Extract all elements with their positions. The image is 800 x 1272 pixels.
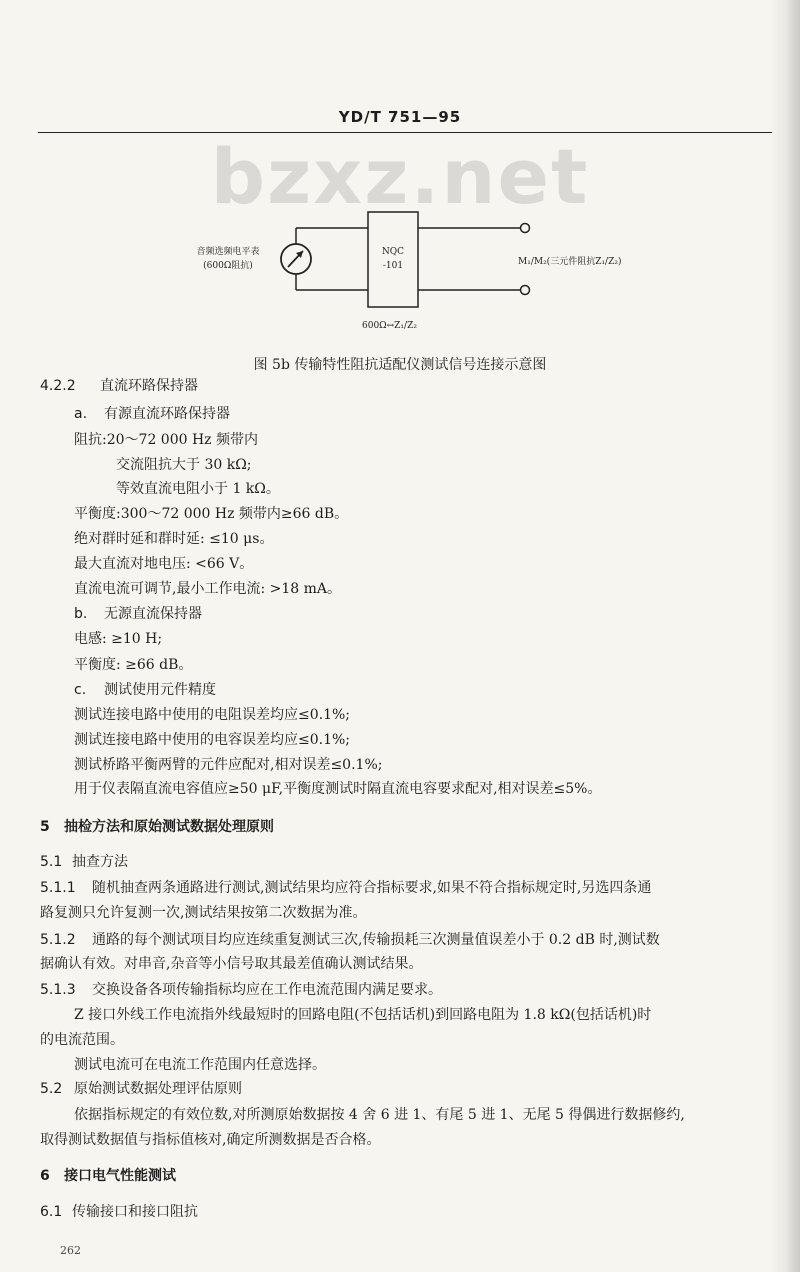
body-line: 阻抗:20～72 000 Hz 频带内 bbox=[74, 432, 259, 448]
body-line: 原始测试数据处理评估原则 bbox=[74, 1081, 242, 1097]
body-line: 测试电流可在电流工作范围内任意选择。 bbox=[74, 1057, 326, 1073]
body-line: 取得测试数据值与指标值核对,确定所测数据是否合格。 bbox=[40, 1132, 381, 1148]
section-number: 5 bbox=[40, 819, 50, 835]
body-line: 测试连接电路中使用的电容误差均应≤0.1%; bbox=[74, 732, 351, 748]
section-number: 5.1.1 bbox=[40, 880, 76, 896]
page-number: 262 bbox=[60, 1244, 81, 1257]
section-number: c. bbox=[74, 682, 87, 698]
bottom-label: 600Ω↔Z₁/Z₂ bbox=[362, 321, 417, 331]
body-line: 路复测只允许复测一次,测试结果按第二次数据为准。 bbox=[40, 905, 367, 921]
section-number: 4.2.2 bbox=[40, 378, 76, 394]
terminal-top bbox=[521, 224, 530, 233]
section-number: 6.1 bbox=[40, 1204, 63, 1220]
section-number: 6 bbox=[40, 1168, 50, 1184]
terminal-bottom bbox=[521, 286, 530, 295]
section-number: 5.1 bbox=[40, 854, 63, 870]
body-line: 无源直流保持器 bbox=[104, 606, 202, 622]
body-line: 最大直流对地电压: <66 V。 bbox=[74, 556, 254, 572]
body-line: 测试连接电路中使用的电阻误差均应≤0.1%; bbox=[74, 707, 351, 723]
body-line: 用于仪表隔直流电容值应≥50 μF,平衡度测试时隔直流电容要求配对,相对误差≤5%。 bbox=[74, 781, 602, 797]
page-header: YD/T 751—95 bbox=[338, 108, 462, 126]
body-line: 的电流范围。 bbox=[40, 1032, 124, 1048]
body-line: 交流阻抗大于 30 kΩ; bbox=[116, 457, 252, 473]
level-meter-icon bbox=[281, 244, 311, 274]
body-line: 直流电流可调节,最小工作电流: >18 mA。 bbox=[74, 581, 341, 597]
body-line: 平衡度: ≥66 dB。 bbox=[74, 657, 193, 673]
body-line: 绝对群时延和群时延: ≤10 μs。 bbox=[74, 531, 274, 547]
body-line: 等效直流电阻小于 1 kΩ。 bbox=[116, 481, 280, 497]
body-line: 电感: ≥10 H; bbox=[74, 631, 163, 647]
section-heading: 抽检方法和原始测试数据处理原则 bbox=[64, 819, 274, 835]
body-line: 依据指标规定的有效位数,对所测原始数据按 4 舍 6 进 1、有尾 5 进 1、无尾 5 得偶进行数据修约, bbox=[74, 1107, 685, 1123]
figure-caption: 图 5b 传输特性阻抗适配仪测试信号连接示意图 bbox=[253, 357, 547, 373]
section-number: b. bbox=[74, 606, 88, 622]
connection-diagram bbox=[0, 0, 800, 350]
body-line: 传输接口和接口阻抗 bbox=[72, 1204, 198, 1220]
meter-label-1: 音频选频电平表 bbox=[196, 247, 260, 257]
body-line: 抽查方法 bbox=[72, 854, 128, 870]
body-line: 直流环路保持器 bbox=[100, 378, 198, 394]
body-line: 通路的每个测试项目均应连续重复测试三次,传输损耗三次测量值误差小于 0.2 dB 时,测试数 bbox=[92, 932, 660, 948]
section-number: 5.1.3 bbox=[40, 982, 76, 998]
box-label-1: NQC bbox=[381, 247, 405, 257]
section-heading: 接口电气性能测试 bbox=[64, 1168, 176, 1184]
section-number: 5.2 bbox=[40, 1081, 63, 1097]
body-line: 有源直流环路保持器 bbox=[104, 406, 230, 422]
body-line: 随机抽查两条通路进行测试,测试结果均应符合指标要求,如果不符合指标规定时,另选四条通 bbox=[92, 880, 652, 896]
body-line: 交换设备各项传输指标均应在工作电流范围内满足要求。 bbox=[92, 982, 442, 998]
body-line: 测试桥路平衡两臂的元件应配对,相对误差≤0.1%; bbox=[74, 757, 383, 773]
meter-label-2: (600Ω阻抗) bbox=[203, 261, 253, 271]
body-line: 据确认有效。对串音,杂音等小信号取其最差值确认测试结果。 bbox=[40, 956, 423, 972]
body-line: Z 接口外线工作电流指外线最短时的回路电阻(不包括话机)到回路电阻为 1.8 kΩ(包括话机)时 bbox=[74, 1007, 652, 1023]
body-line: 平衡度:300～72 000 Hz 频带内≥66 dB。 bbox=[74, 506, 349, 522]
watermark: bzxz.net bbox=[210, 132, 590, 221]
section-number: a. bbox=[74, 406, 88, 422]
nqc-box bbox=[368, 212, 418, 307]
right-label: M₁/M₂(三元件阻抗Z₁/Z₂) bbox=[518, 257, 622, 267]
box-label-2: -101 bbox=[382, 261, 404, 271]
body-line: 测试使用元件精度 bbox=[104, 682, 216, 698]
section-number: 5.1.2 bbox=[40, 932, 76, 948]
